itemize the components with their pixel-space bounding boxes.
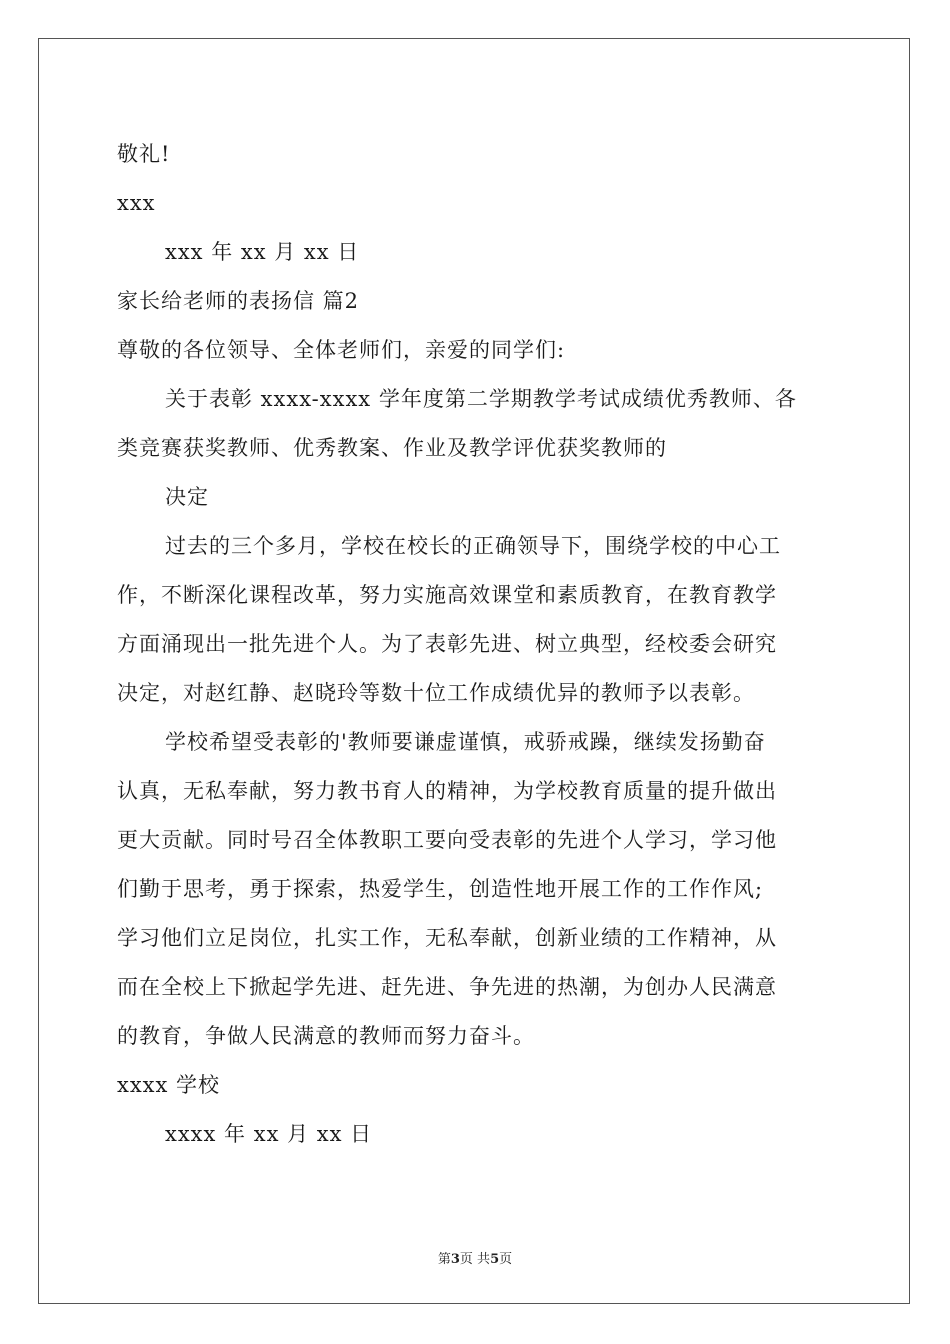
decision-heading-line: 关于表彰 xxxx-xxxx 学年度第二学期教学考试成绩优秀教师、各 [165, 387, 797, 411]
page-total: 5 [490, 1252, 500, 1267]
decision-heading-line: 决定 [165, 485, 209, 509]
page-prefix: 第 [437, 1252, 451, 1267]
paragraph-line: 学习他们立足岗位，扎实工作，无私奉献，创新业绩的工作精神，从 [117, 926, 777, 950]
paragraph-line: 认真，无私奉献，努力教书育人的精神，为学校教育质量的提升做出 [117, 779, 777, 803]
signer-name: xxx [117, 191, 156, 215]
decision-heading-line: 类竞赛获奖教师、优秀教案、作业及教学评优获奖教师的 [117, 436, 667, 460]
paragraph-line: 决定，对赵红静、赵晓玲等数十位工作成绩优异的教师予以表彰。 [117, 681, 755, 705]
school-signature: xxxx 学校 [117, 1073, 221, 1097]
letter-date: xxx 年 xx 月 xx 日 [165, 240, 360, 264]
paragraph-line: 作，不断深化课程改革，努力实施高效课堂和素质教育，在教育教学 [117, 583, 777, 607]
salutation: 尊敬的各位领导、全体老师们，亲爱的同学们: [117, 338, 566, 362]
paragraph-line: 更大贡献。同时号召全体教职工要向受表彰的先进个人学习，学习他 [117, 828, 777, 852]
page-footer [0, 1248, 950, 1267]
document-body [117, 130, 837, 1159]
paragraph-line: 方面涌现出一批先进个人。为了表彰先进、树立典型，经校委会研究 [117, 632, 777, 656]
paragraph-line: 而在全校上下掀起学先进、赶先进、争先进的热潮，为创办人民满意 [117, 975, 777, 999]
section-title: 家长给老师的表扬信 篇2 [117, 289, 360, 313]
paragraph-line: 们勤于思考，勇于探索，热爱学生，创造性地开展工作的工作作风; [117, 877, 764, 901]
paragraph-line: 的教育，争做人民满意的教师而努力奋斗。 [117, 1024, 535, 1048]
paragraph-line: 过去的三个多月，学校在校长的正确领导下，围绕学校的中心工 [165, 534, 781, 558]
page-current: 3 [450, 1252, 460, 1267]
page-mid: 页 共 [459, 1252, 491, 1267]
closing-line: 敬礼! [117, 142, 171, 166]
signature-date: xxxx 年 xx 月 xx 日 [165, 1122, 373, 1146]
paragraph-line: 学校希望受表彰的'教师要谦虚谨慎，戒骄戒躁，继续发扬勤奋 [165, 730, 766, 754]
page-suffix: 页 [499, 1252, 513, 1267]
